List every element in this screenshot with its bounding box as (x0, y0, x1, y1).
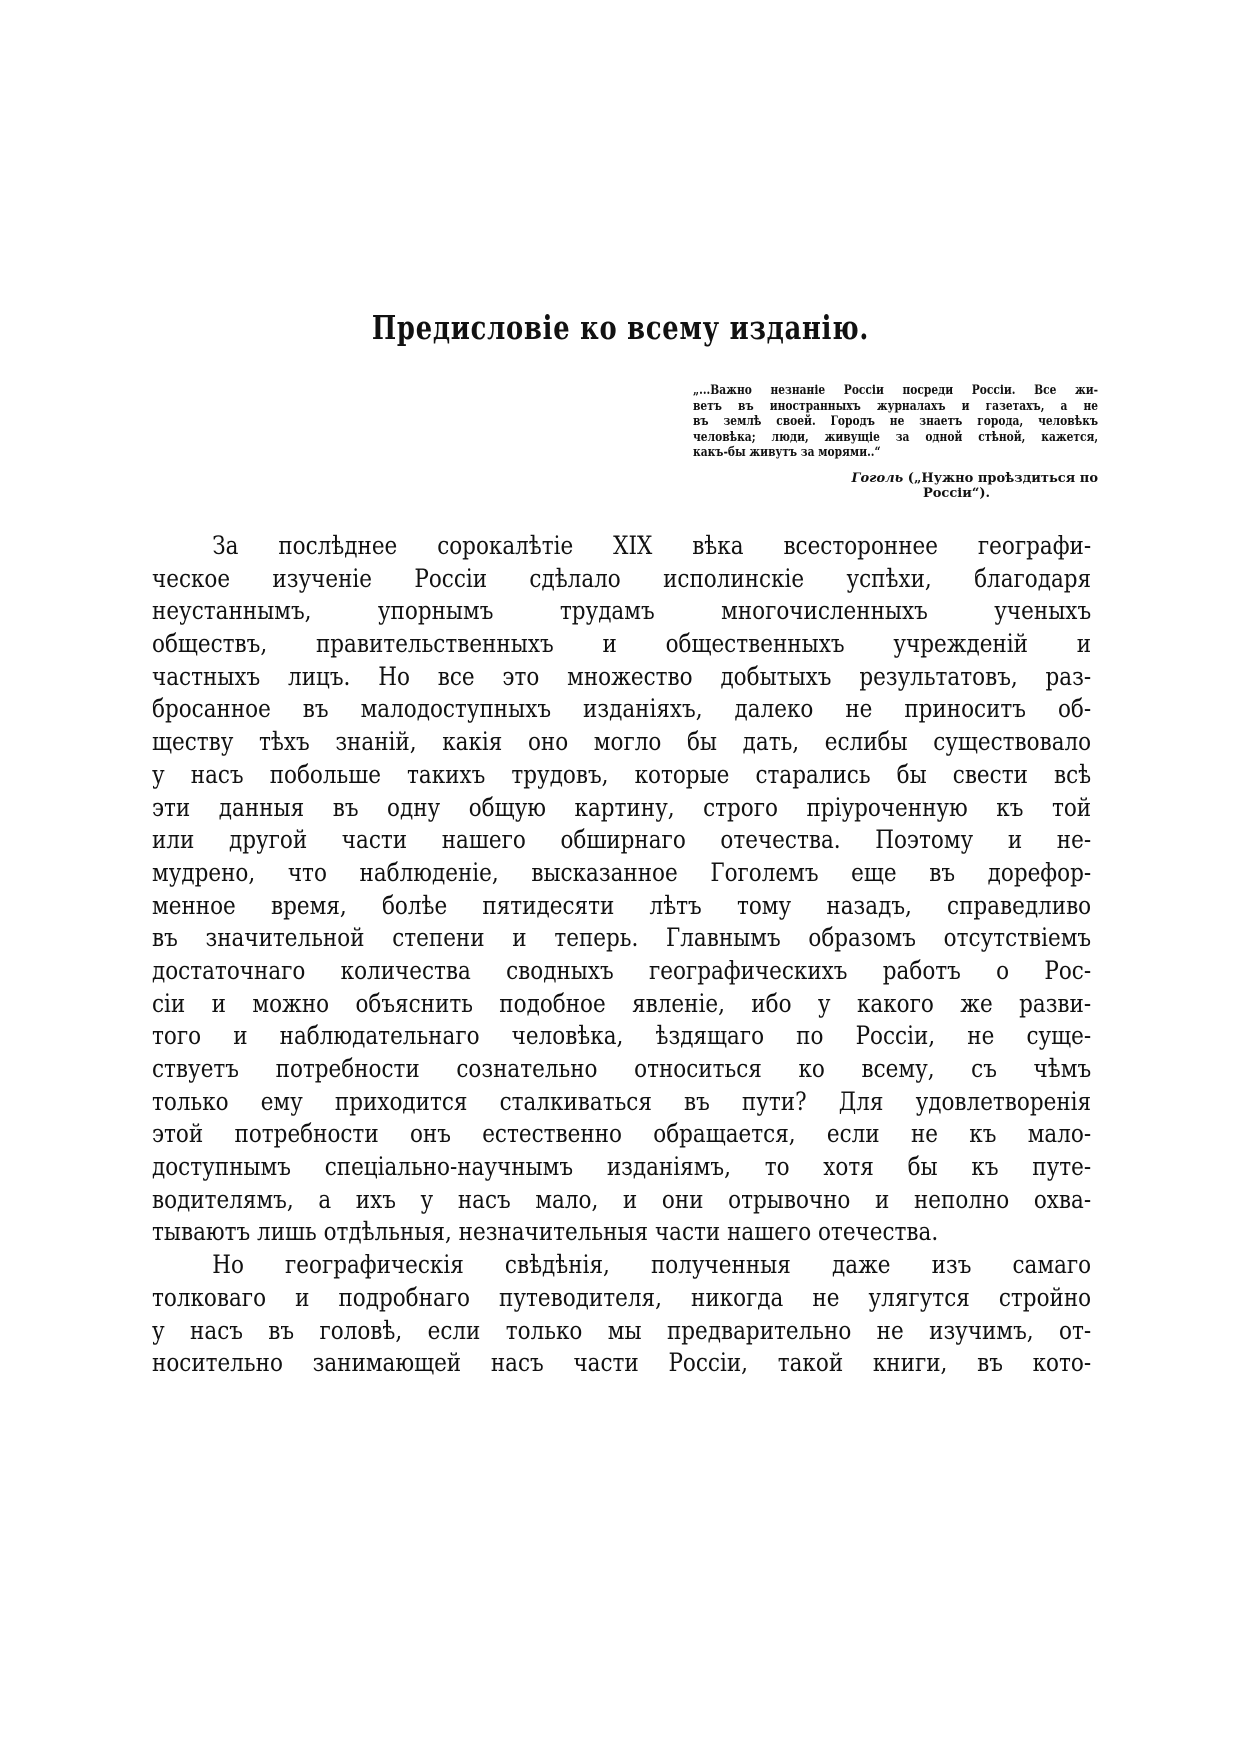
text-line: достаточнаго количества сводныхъ географическихъ работъ о Рос- (152, 955, 1092, 985)
text-line: менное время, болѣе пятидесяти лѣтъ тому назадъ, справедливо (152, 890, 1092, 920)
text-line: эти данныя въ одну общую картину, строго пріуроченную къ той (152, 792, 1092, 822)
text-line: у насъ побольше такихъ трудовъ, которые старались бы свести всѣ (152, 759, 1092, 789)
text-line: ческое изученіе Россіи сдѣлало исполинскіе успѣхи, благодаря (152, 563, 1092, 593)
epigraph-line: человѣка; люди, живущіе за одной стѣной, кажется, (693, 429, 1099, 445)
text-line: Но географическія свѣдѣнія, полученныя даже изъ самаго (212, 1250, 1092, 1280)
page-title: Предисловіе ко всему изданію. (371, 308, 870, 347)
text-line: тываютъ лишь отдѣльныя, незначительныя части нашего отечества. (152, 1217, 939, 1247)
epigraph-line: ветъ въ иностранныхъ журналахъ и газетахъ, а не (693, 398, 1099, 414)
text-line: мудрено, что наблюденіе, высказанное Гоголемъ еще въ дорефор- (152, 857, 1092, 887)
text-line: За послѣднее сорокалѣтіе XIX вѣка всестороннее географи- (212, 531, 1092, 560)
body-text (152, 530, 1091, 1380)
text-line: ществу тѣхъ знаній, какія оно могло бы дать, еслибы существовало (152, 727, 1092, 757)
epigraph-line: „...Важно незнаніе Россіи посреди Россіи. Все жи- (693, 383, 1099, 398)
text-line: частныхъ лицъ. Но все это множество добытыхъ результатовъ, раз- (152, 661, 1092, 691)
text-line: носительно занимающей насъ части Россіи, такой книги, въ кото- (152, 1348, 1092, 1378)
text-line: у насъ въ головѣ, если только мы предварительно не изучимъ, от- (152, 1315, 1092, 1345)
epigraph-attribution (693, 471, 1098, 501)
text-line: ствуетъ потребности сознательно относиться ко всему, съ чѣмъ (152, 1054, 1092, 1083)
text-line: въ значительной степени и теперь. Главнымъ образомъ отсутствіемъ (152, 923, 1092, 953)
epigraph-source-continued: Россіи“). (922, 485, 990, 501)
text-line: сіи и можно объяснить подобное явленіе, ибо у какого же разви- (152, 988, 1092, 1018)
epigraph-author: Гоголь (851, 470, 904, 486)
epigraph-line: въ землѣ своей. Городъ не знаетъ города, человѣкъ (693, 414, 1099, 430)
epigraph-source: („Нужно проѣздиться по (907, 470, 1098, 486)
text-line: водителямъ, а ихъ у насъ мало, и они отрывочно и неполно охва- (152, 1184, 1092, 1214)
text-line: неустаннымъ, упорнымъ трудамъ многочисленныхъ ученыхъ (152, 596, 1092, 626)
epigraph (693, 383, 1098, 501)
text-line: того и наблюдательнаго человѣка, ѣздящаго по Россіи, не суще- (152, 1021, 1092, 1051)
text-line: толковаго и подробнаго путеводителя, никогда не улягутся стройно (152, 1282, 1092, 1312)
text-line: обществъ, правительственныхъ и общественныхъ учрежденій и (152, 629, 1092, 659)
text-line: только ему приходится сталкиваться въ пути? Для удовлетворенія (152, 1086, 1092, 1116)
text-line: доступнымъ спеціально-научнымъ изданіямъ, то хотя бы къ путе- (152, 1152, 1092, 1182)
text-line: этой потребности онъ естественно обращается, если не къ мало- (152, 1119, 1092, 1149)
epigraph-line: какъ-бы живутъ за морями..“ (693, 445, 881, 461)
text-line: бросанное въ малодоступныхъ изданіяхъ, далеко не приноситъ об- (152, 694, 1092, 724)
text-line: или другой части нашего обширнаго отечества. Поэтому и не- (152, 825, 1092, 855)
